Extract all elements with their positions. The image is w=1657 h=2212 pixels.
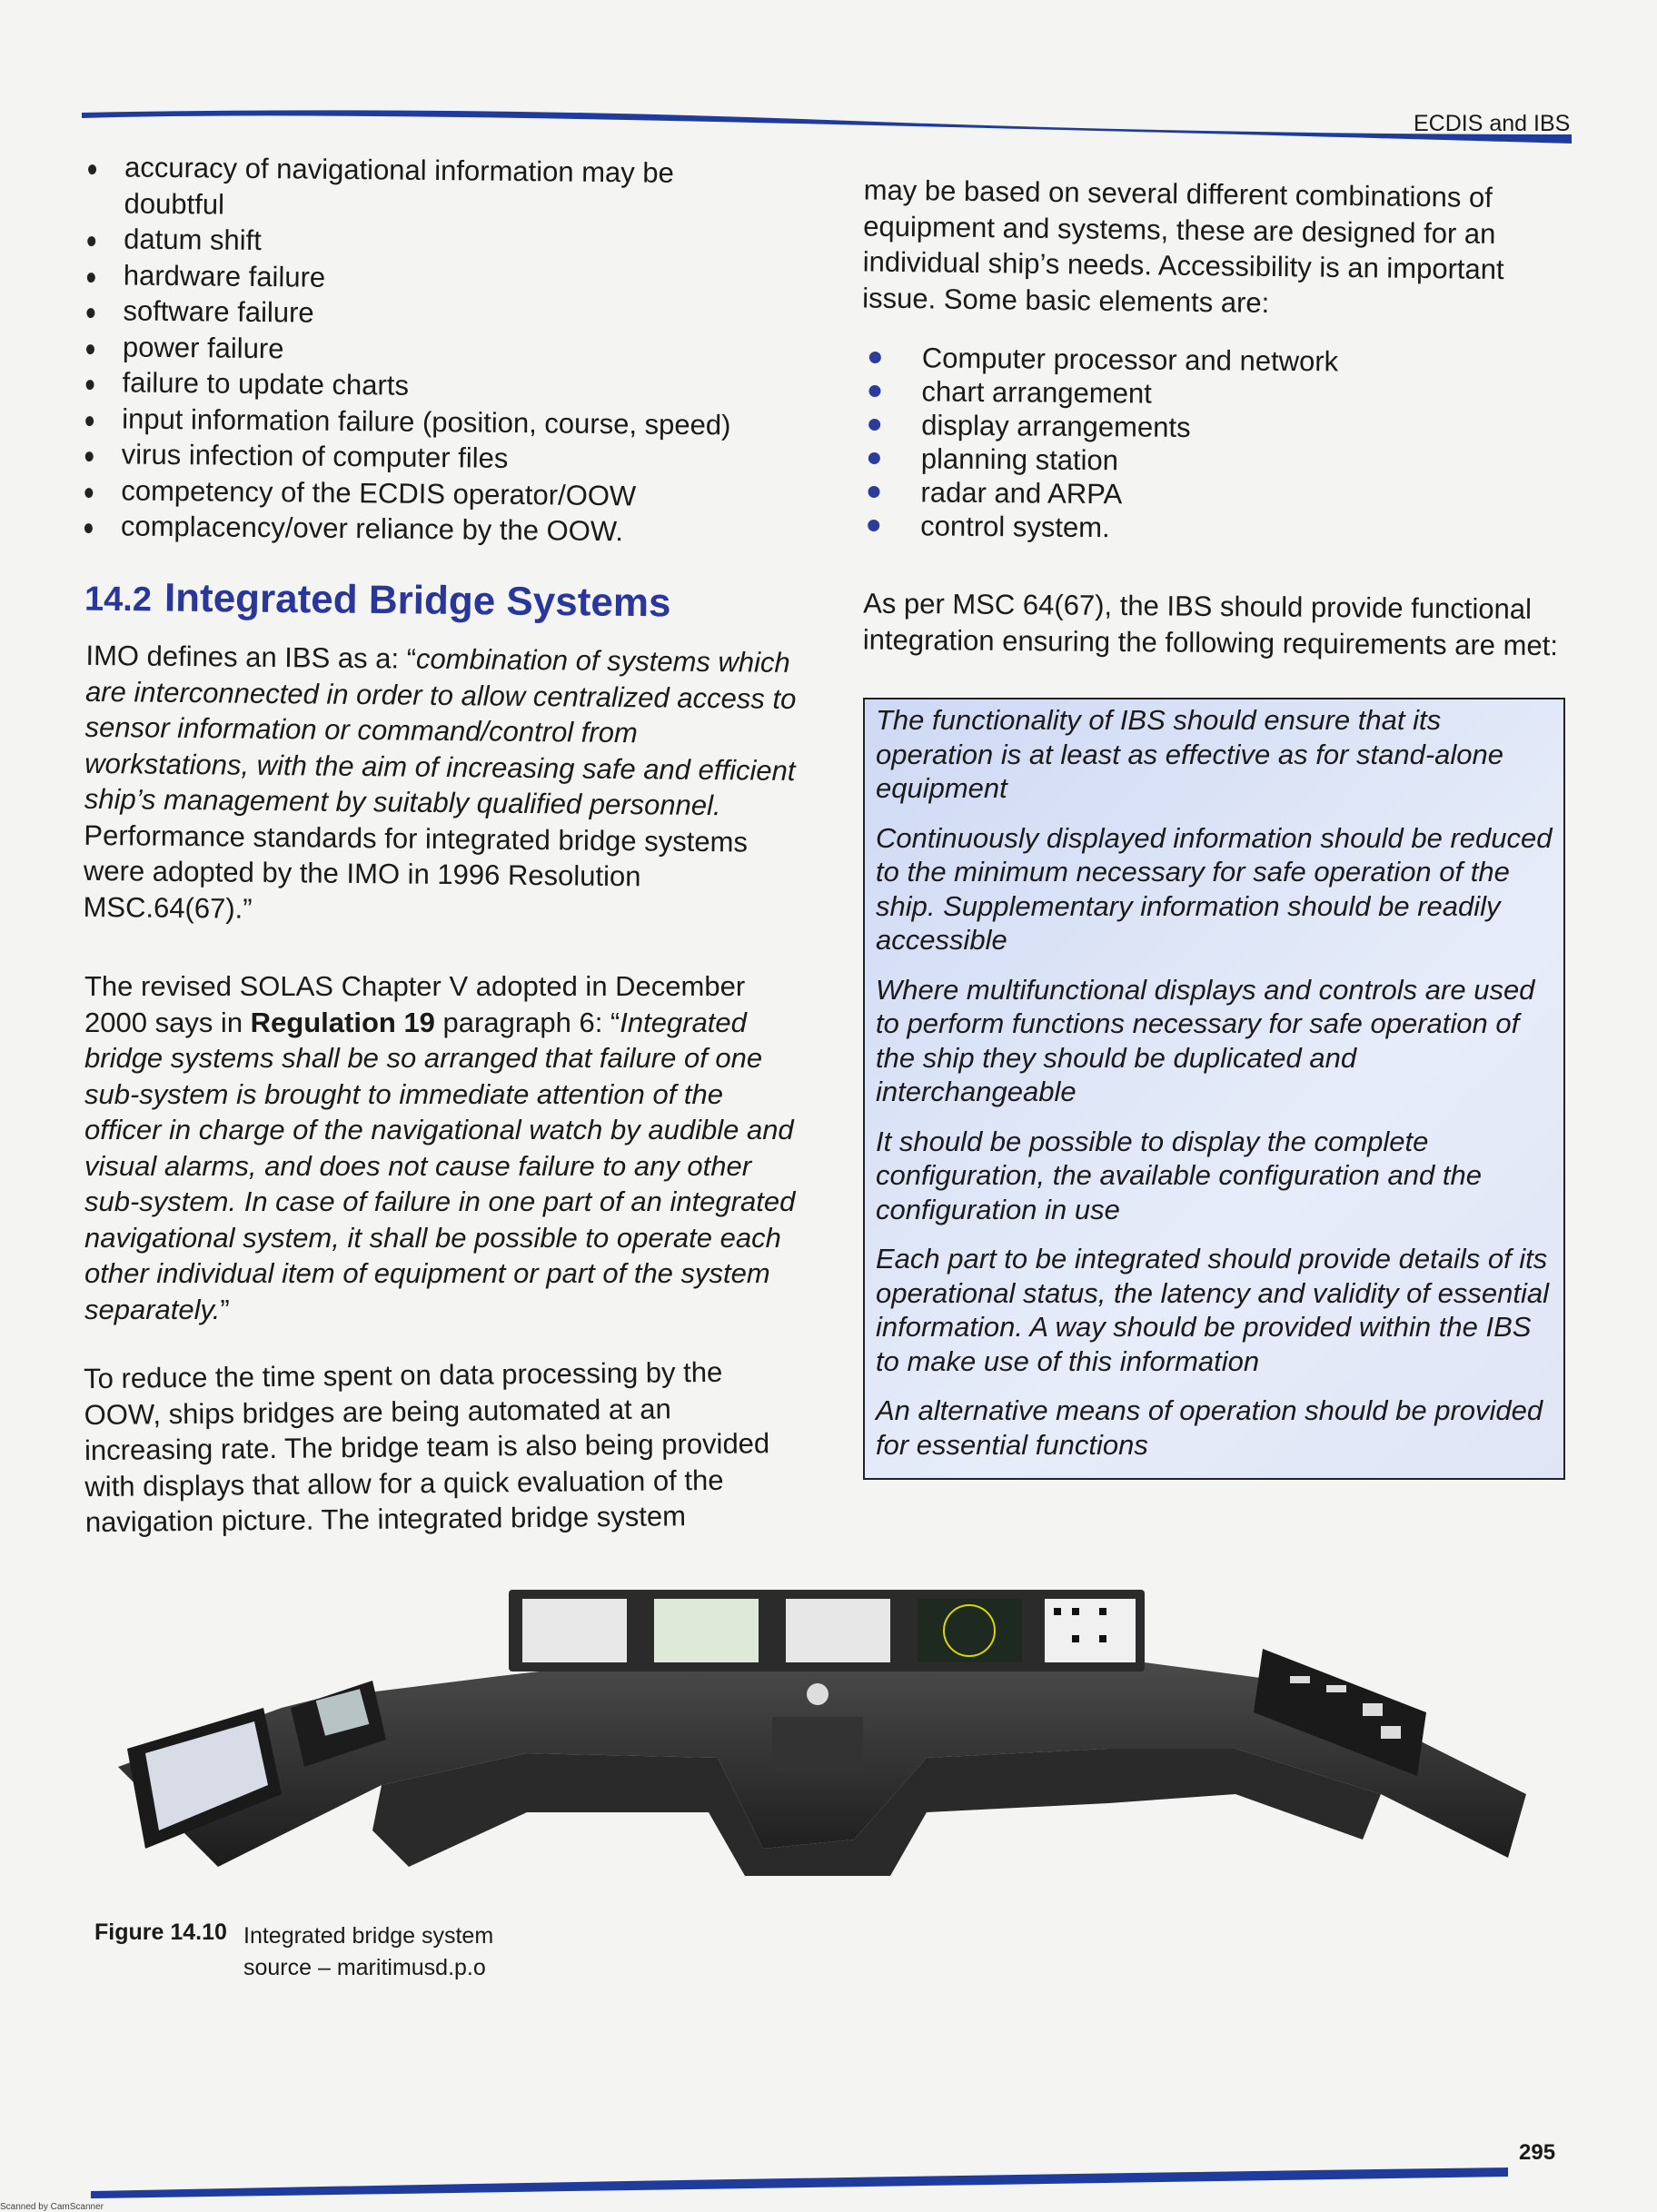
list-item: hardware failure	[85, 257, 776, 300]
quote: Integrated bridge systems shall be so arranged that failure of one sub-system is brought to immediate attention of the officer in charge of the navigational watch by audible and visual alarms, and does not cause failure to any other sub-system. In case of failure in one part of an integrated navigational system, it shall be possible to operate each other individual item of equipment or part of the system separately.	[84, 1006, 796, 1325]
running-title: ECDIS and IBS	[1414, 111, 1571, 136]
list-item: accuracy of navigational information may be doubtful	[85, 149, 751, 228]
right-intro-paragraph: may be based on several different combinations of equipment and systems, these are designed for an individual ship’s needs. Accessibility is an important issue. Some basic elements are:	[862, 174, 1504, 319]
msc-paragraph: As per MSC 64(67), the IBS should provide functional integration ensuring the following requirements are met:	[862, 587, 1559, 661]
text: ”	[220, 1293, 230, 1325]
list-item: competency of the ECDIS operator/OOW	[83, 472, 773, 515]
integrated-bridge-console-image	[109, 1567, 1544, 1908]
section-number: 14.2	[84, 580, 153, 620]
risk-bullet-list	[83, 149, 778, 551]
list-item: Computer processor and network	[866, 341, 1520, 380]
scanner-note: Scanned by CamScanner	[0, 2202, 104, 2212]
requirement-item: Continuously displayed information should be reduced to the minimum necessary for safe operation of the ship. Supplementary information should be readily accessible	[876, 821, 1553, 956]
regulation-ref: Regulation 19	[250, 1006, 435, 1038]
list-item: complacency/over reliance by the OOW.	[83, 508, 773, 551]
text: IMO defines an IBS as a: “	[85, 639, 417, 675]
header-rule	[82, 107, 1572, 144]
text: Performance standards for integrated bridge systems were adopted by the IMO in 1996 Resolution MSC.64(67).”	[83, 818, 749, 925]
page-number: 295	[1519, 2140, 1556, 2165]
list-item: software failure	[84, 293, 775, 335]
footer-rule	[91, 2155, 1508, 2198]
list-item: input information failure (position, course, speed)	[84, 401, 774, 443]
text: The revised SOLAS Chapter V adopted in December 2000 says in	[84, 970, 746, 1038]
section-heading	[84, 575, 671, 627]
list-item: datum shift	[85, 221, 776, 263]
list-item: planning station	[865, 441, 1519, 481]
ibs-definition-paragraph	[83, 638, 803, 932]
list-item: chart arrangement	[865, 374, 1519, 413]
automation-paragraph: To reduce the time spent on data processing by the OOW, ships bridges are being automated at an increasing rate. The bridge team is also being provided with displays that allow for a quick evaluation of the navigation picture. The integrated bridge system	[84, 1355, 770, 1539]
caption-text: Integrated bridge system	[243, 1923, 494, 1949]
list-item: virus infection of computer files	[84, 436, 774, 479]
requirement-item: It should be possible to display the complete configuration, the available configuration and the configuration in use	[876, 1125, 1482, 1225]
list-item: failure to update charts	[84, 364, 774, 407]
quote: combination of systems which are interconnected in order to allow centralized access to sensor information or command/control from workstations, with the aim of increasing safe and efficient ship’s management by suitably qualified personnel.	[84, 642, 797, 822]
list-item: control system.	[864, 509, 1518, 548]
list-item: power failure	[84, 329, 775, 372]
text: paragraph 6: “	[434, 1006, 620, 1038]
requirement-item: Each part to be integrated should provide details of its operational status, the latency and validity of essential information. A way should be provided within the IBS to make use of this information	[876, 1243, 1550, 1377]
figure-word: Figure	[94, 1919, 164, 1945]
figure-label	[94, 1917, 227, 1949]
section-title: Integrated Bridge Systems	[164, 575, 671, 626]
requirements-box	[863, 698, 1565, 1480]
figure-caption	[243, 1920, 493, 1984]
elements-bullet-list	[864, 341, 1520, 548]
solas-paragraph	[84, 968, 802, 1327]
requirement-item: Where multifunctional displays and controls are used to perform functions necessary for safe operation of the ship they should be duplicated and interchangeable	[876, 973, 1535, 1107]
requirement-item: The functionality of IBS should ensure that its operation is at least as effective as for stand-alone equipment	[876, 704, 1504, 804]
caption-source: source – maritimusd.p.o	[243, 1955, 486, 1980]
figure-number: 14.10	[170, 1919, 227, 1945]
list-item: radar and ARPA	[864, 475, 1518, 514]
list-item: display arrangements	[865, 408, 1519, 447]
requirement-item: An alternative means of operation should be provided for essential functions	[876, 1394, 1543, 1461]
